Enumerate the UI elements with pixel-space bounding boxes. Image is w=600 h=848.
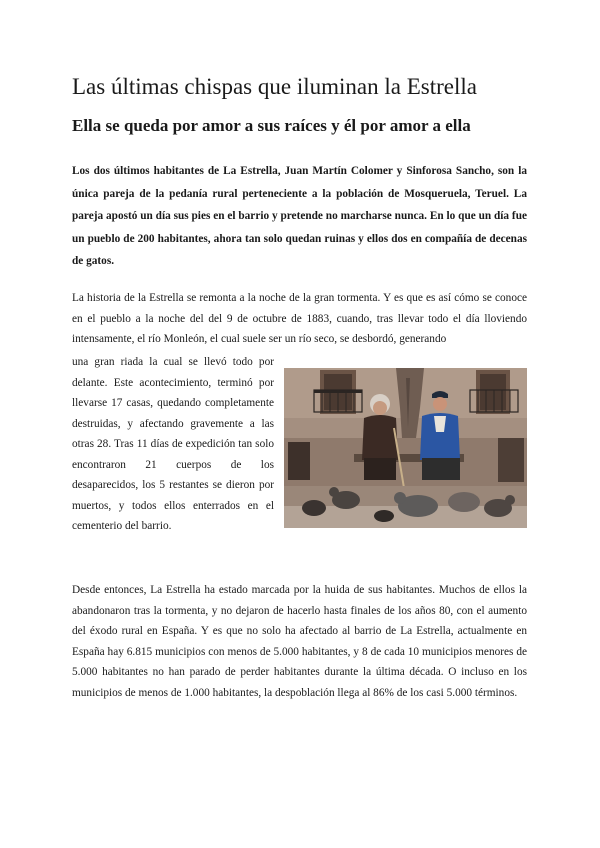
paragraph-1-wrapped: una gran riada la cual se llevó todo por delante. Este acontecimiento, terminó por llevarse 17 casas, quedando completamente destruidas, y afectando gravemente a las otras 28. Tras 11 días de expedición tan solo encontraron 21 cuerpos de los desaparecidos, los 5 restantes se dieron por muertos, y todos ellos enterrados en el cementerio del barrio. xyxy=(72,356,274,532)
article-title: Las últimas chispas que iluminan la Estrella xyxy=(72,74,477,99)
article-subtitle: Ella se queda por amor a sus raíces y él por amor a ella xyxy=(72,116,471,135)
photo-couple-with-cats xyxy=(284,368,527,528)
paragraph-2: Desde entonces, La Estrella ha estado marcada por la huida de sus habitantes. Muchos de ellos la abandonaron tras la tormenta, y no dejaron de hacerlo hasta finales de los años 80, con el aumento del éxodo rural en España. Y es que no solo ha afectado al barrio de La Estrella, actualmente en España hay 6.815 municipios con menos de 5.000 habitantes, y 8 de cada 10 municipios menores de 5.000 habitantes no han parado de perder habitantes durante la última década. O incluso en los municipios de menos de 1.000 habitantes, la despoblación llega al 86% de los casi 5.000 términos. xyxy=(72,584,527,699)
article-lead: Los dos últimos habitantes de La Estrella, Juan Martín Colomer y Sinforosa Sancho, son la única pareja de la pedanía rural perteneciente a la población de Mosqueruela, Teruel. La pareja apostó un día sus pies en el barrio y pretende no marcharse nunca. En lo que un día fue un pueblo de 200 habitantes, ahora tan solo quedan ruinas y ellos dos en compañía de decenas de gatos. xyxy=(72,165,527,267)
paragraph-1-top: La historia de la Estrella se remonta a la noche de la gran tormenta. Y es que es así cómo se conoce en el pueblo a la noche del del 9 de octubre de 1883, cuando, tras llevar todo el día lloviendo intensamente, el río Monleón, el cual suele ser un río seco, se desbordó, generando xyxy=(72,292,527,345)
